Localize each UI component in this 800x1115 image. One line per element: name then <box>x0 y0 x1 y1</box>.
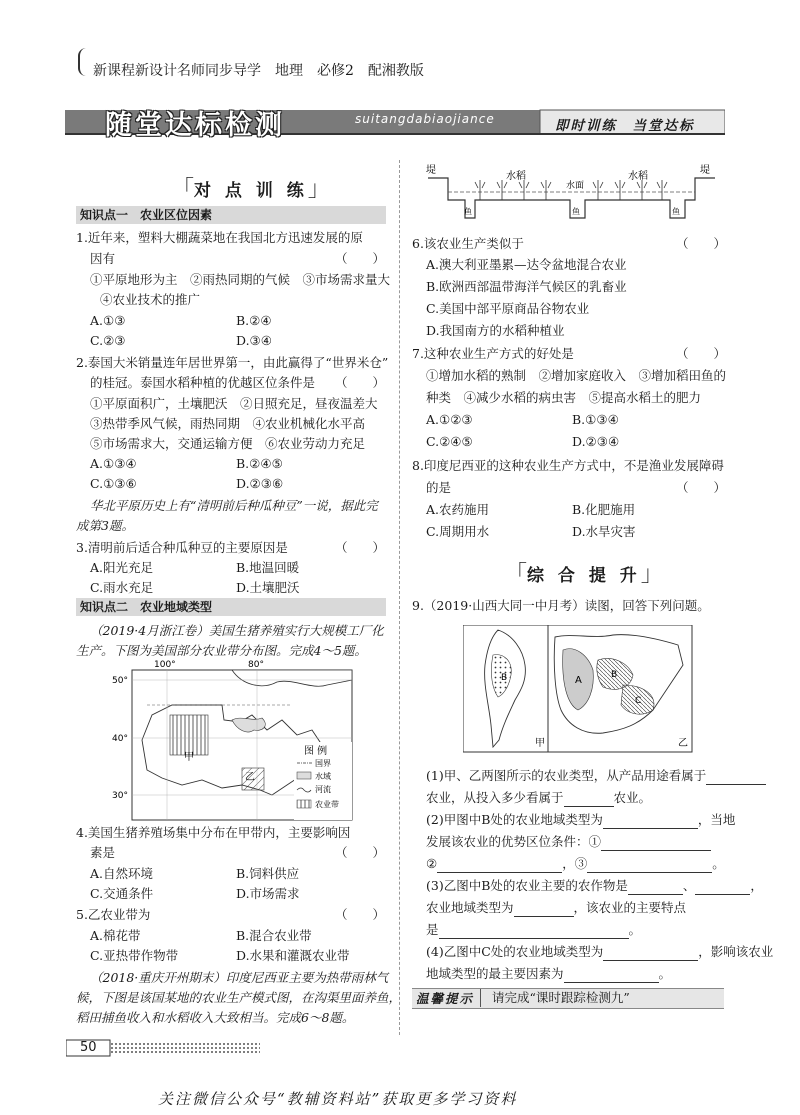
q9-blank-8[interactable] <box>695 880 750 895</box>
q7-line1: ①增加水稻的熟制 ②增加家庭收入 ③增加稻田鱼的 <box>426 368 727 383</box>
q1-option-b[interactable]: B.②④ <box>236 313 272 328</box>
q1-option-a[interactable]: A.①③ <box>90 313 126 328</box>
intro-q3-line1: 华北平原历史上有“清明前后种瓜种豆”一说，据此完 <box>90 498 378 513</box>
q7-option-d[interactable]: D.②③④ <box>572 434 620 449</box>
q9-part4-line1 <box>426 942 773 961</box>
q7-stem: 7.这种农业生产方式的好处是 <box>412 346 574 361</box>
map9-B: B <box>611 670 618 680</box>
legend-river: 河流 <box>315 785 331 794</box>
q2-option-c[interactable]: C.①③⑥ <box>90 476 137 491</box>
knowledge-point-1: 知识点一 农业区位因素 <box>76 206 386 224</box>
q8-option-d[interactable]: D.水旱灾害 <box>572 524 636 539</box>
q6-stem: 6.该农业生产类似于 <box>412 236 524 251</box>
q1-line4: ④农业技术的推广 <box>100 292 201 307</box>
q6-option-c[interactable]: C.美国中部平原商品谷物农业 <box>426 301 590 316</box>
intro-q3-line2: 成第3题。 <box>76 518 134 533</box>
q7-answer-paren[interactable]: （ ） <box>676 346 727 361</box>
diagram-fish-3: 鱼 <box>672 207 680 216</box>
q9-blank-9[interactable] <box>514 902 574 917</box>
q9-part1-line1 <box>426 766 766 785</box>
q9-blank-2[interactable] <box>564 792 614 807</box>
q9-blank-1[interactable] <box>706 770 766 785</box>
legend-agri-belt: 农业带 <box>315 800 339 809</box>
q9-part3-line2 <box>426 898 686 917</box>
intro-q45-line2: 生产。下图为美国部分农业带分布图。完成4～5题。 <box>76 643 367 658</box>
q2-option-a[interactable]: A.①③④ <box>90 456 137 471</box>
page-number: 50 <box>80 1040 97 1055</box>
q6-option-b[interactable]: B.欧洲西部温带海洋气候区的乳畜业 <box>426 279 627 294</box>
map-lon-80: 80° <box>248 660 264 670</box>
q9-part2-line1 <box>426 810 735 829</box>
q1-option-c[interactable]: C.②③ <box>90 333 126 348</box>
banner-title: 随堂达标检测 <box>105 110 285 141</box>
q1-line3: ①平原地形为主 ②雨热同期的气候 ③市场需求量大 <box>90 272 391 287</box>
q1-answer-paren[interactable]: （ ） <box>335 251 386 266</box>
column-divider <box>399 160 400 1035</box>
map-label-jia: 甲 <box>184 752 194 763</box>
q9-part2-text-a: (2)甲图中B处的农业地域类型为 <box>426 812 603 827</box>
q5-stem: 5.乙农业带为 <box>76 907 151 922</box>
warm-tip-label: 温馨提示 <box>416 989 481 1007</box>
q2-option-b[interactable]: B.②④⑤ <box>236 456 283 471</box>
legend-water: 水域 <box>315 772 331 781</box>
q9-part3-text-a: (3)乙图中B处的农业主要的农作物是 <box>426 878 628 893</box>
q5-option-b[interactable]: B.混合农业带 <box>236 928 312 943</box>
intro-q68-line2: 候，下图是该国某地的农业生产模式图，在沟渠里面养鱼， <box>76 990 402 1005</box>
q9-blank-12[interactable] <box>564 968 659 983</box>
intro-q45-line1: （2019·4月浙江卷）美国生猪养殖实行大规模工厂化 <box>90 623 384 638</box>
q3-stem: 3.清明前后适合种瓜种豆的主要原因是 <box>76 540 288 555</box>
section-title-zonghe: 「综 合 提 升」 <box>505 562 663 587</box>
q9-part4-text-c: 地域类型的最主要因素为 <box>426 966 564 981</box>
book-title: 新课程新设计名师同步导学 地理 必修2 配湘教版 <box>93 63 424 79</box>
q1-line1: 1.近年来，塑料大棚蔬菜地在我国北方迅速发展的原 <box>76 230 363 245</box>
map9-A: A <box>575 675 582 686</box>
q9-part1-text-a: (1)甲、乙两图所示的农业类型，从产品用途看属于 <box>426 768 707 783</box>
q9-part1-text-c: 农业。 <box>613 790 652 805</box>
q1-option-d[interactable]: D.③④ <box>236 333 272 348</box>
q9-blank-10[interactable] <box>439 924 629 939</box>
map-lon-100: 100° <box>154 660 176 670</box>
q2-option-d[interactable]: D.②③⑥ <box>236 476 284 491</box>
q2-line5: ⑤市场需求大，交通运输方便 ⑥农业劳动力充足 <box>90 436 366 451</box>
diagram-water: 水面 <box>566 181 585 191</box>
q7-option-a[interactable]: A.①②③ <box>426 412 473 427</box>
q9-maps <box>463 625 693 753</box>
q6-answer-paren[interactable]: （ ） <box>676 236 727 251</box>
q5-answer-paren[interactable]: （ ） <box>335 907 386 922</box>
q4-line1: 4.美国生猪养殖场集中分布在甲带内，主要影响因 <box>76 825 351 840</box>
q9-part1-text-b: 农业，从投入多少看属于 <box>426 790 564 805</box>
q7-option-c[interactable]: C.②④⑤ <box>426 434 473 449</box>
diagram-fish-1: 鱼 <box>464 207 472 216</box>
map9-jia: 甲 <box>535 738 545 749</box>
diagram-rice-2: 水稻 <box>628 171 648 182</box>
q8-option-c[interactable]: C.周期用水 <box>426 524 490 539</box>
usa-agriculture-map <box>112 660 362 830</box>
map-label-yi: 乙 <box>245 772 255 783</box>
legend-title: 图 例 <box>304 746 328 757</box>
q9-part3-text-d: 农业地域类型为 <box>426 900 514 915</box>
q9-part2-text-f: 。 <box>712 856 725 871</box>
q8-line1: 8.印度尼西亚的这种农业生产方式中，不是渔业发展障碍 <box>412 458 724 473</box>
q9-part4-text-b: ，影响该农业 <box>698 944 774 959</box>
q5-option-a[interactable]: A.棉花带 <box>90 928 141 943</box>
q9-blank-5[interactable] <box>437 858 562 873</box>
q3-option-c[interactable]: C.雨水充足 <box>90 580 154 595</box>
q4-line2: 素是 <box>90 845 116 860</box>
q2-line4: ③热带季风气候，雨热同期 ④农业机械化水平高 <box>90 416 366 431</box>
section-title-zonghe-text: 综 合 提 升 <box>527 566 641 586</box>
map9-yi: 乙 <box>678 738 688 749</box>
diagram-rice-1: 水稻 <box>506 171 526 182</box>
q9-stem: 9.（2019·山西大同一中月考）读图，回答下列问题。 <box>412 598 710 613</box>
section-title-text: 对 点 训 练 <box>194 181 308 201</box>
rice-fish-diagram <box>420 160 720 235</box>
q4-option-b[interactable]: B.饲料供应 <box>236 866 300 881</box>
q2-line1: 2.泰国大米销量连年居世界第一，由此赢得了“世界米仓” <box>76 355 389 370</box>
q2-line3: ①平原面积广，土壤肥沃 ②日照充足，昼夜温差大 <box>90 396 378 411</box>
q7-line2: 种类 ④减少水稻的病虫害 ⑤提高水稻土的肥力 <box>426 390 702 405</box>
q9-part3-text-f: 是 <box>426 922 439 937</box>
q9-part2-text-d: ② <box>426 856 438 871</box>
q9-part3-text-e: ，该农业的主要特点 <box>573 900 687 915</box>
banner-slogan: 即时训练 当堂达标 <box>555 118 695 134</box>
q9-blank-4[interactable] <box>601 836 711 851</box>
q4-option-a[interactable]: A.自然环境 <box>90 866 154 881</box>
q9-part4-text-d: 。 <box>658 966 672 981</box>
q8-line2: 的是 <box>426 480 452 495</box>
q9-blank-7[interactable] <box>628 880 683 895</box>
q9-part3-line1 <box>426 876 763 895</box>
q9-part2-line3 <box>426 854 725 873</box>
header-bracket <box>78 48 88 76</box>
map9-C: C <box>635 696 642 706</box>
q9-part2-text-b: ，当地 <box>697 812 736 827</box>
q9-part4-text-a: (4)乙图中C处的农业地域类型为 <box>426 944 604 959</box>
q6-option-d[interactable]: D.我国南方的水稻种植业 <box>426 323 565 338</box>
map9-B-jia: B <box>501 673 508 683</box>
q9-blank-3[interactable] <box>603 814 698 829</box>
q9-part1-line2 <box>426 788 651 807</box>
diagram-di-right: 堤 <box>700 165 710 176</box>
q5-option-c[interactable]: C.亚热带作物带 <box>90 948 179 963</box>
q3-option-b[interactable]: B.地温回暖 <box>236 560 300 575</box>
knowledge-point-2: 知识点二 农业地域类型 <box>76 598 386 616</box>
q8-option-a[interactable]: A.农药施用 <box>426 502 490 517</box>
diagram-fish-2: 鱼 <box>572 207 580 216</box>
warm-tip-text[interactable]: 请完成“课时跟踪检测九” <box>492 990 630 1005</box>
diagram-di-left: 堤 <box>426 165 436 176</box>
q3-option-d[interactable]: D.土壤肥沃 <box>236 580 300 595</box>
q2-line2: 的桂冠。泰国水稻种植的优越区位条件是 <box>90 375 316 390</box>
map-lat-50: 50° <box>112 676 128 686</box>
map-lat-40: 40° <box>112 734 128 744</box>
q9-part2-text-c: 发展该农业的优势区位条件：① <box>426 834 602 849</box>
q9-part3-line3 <box>426 920 641 939</box>
map-lat-30: 30° <box>112 791 128 801</box>
q7-option-b[interactable]: B.①③④ <box>572 412 619 427</box>
intro-q68-line1: （2018·重庆开州期末）印度尼西亚主要为热带雨林气 <box>90 970 389 985</box>
q9-part3-text-b: 、 <box>682 878 696 893</box>
q8-answer-paren[interactable]: （ ） <box>676 480 727 495</box>
q6-option-a[interactable]: A.澳大利亚墨累—达令盆地混合农业 <box>426 257 627 272</box>
q9-part3-text-g: 。 <box>628 922 642 937</box>
q3-answer-paren[interactable]: （ ） <box>335 540 386 555</box>
q8-option-b[interactable]: B.化肥施用 <box>572 502 636 517</box>
q4-option-c[interactable]: C.交通条件 <box>90 886 154 901</box>
q4-answer-paren[interactable]: （ ） <box>335 845 386 860</box>
q5-option-d[interactable]: D.水果和灌溉农业带 <box>236 948 350 963</box>
q9-blank-11[interactable] <box>603 946 698 961</box>
q2-answer-paren[interactable]: （ ） <box>335 375 386 390</box>
q4-option-d[interactable]: D.市场需求 <box>236 886 300 901</box>
footer-notice: 关注微信公众号“教辅资料站”获取更多学习资料 <box>158 1090 518 1108</box>
section-title-duidian: 「对 点 训 练」 <box>172 177 330 202</box>
q9-part2-text-e: ，③ <box>562 856 588 871</box>
intro-q68-line3: 稻田捕鱼收入和水稻收入大致相当。完成6～8题。 <box>76 1010 355 1025</box>
q1-line2: 因有 <box>90 251 116 266</box>
banner-pinyin: suitangdabiaojiance <box>355 112 495 126</box>
q9-part4-line2 <box>426 964 671 983</box>
q9-part2-line2 <box>426 832 711 851</box>
q3-option-a[interactable]: A.阳光充足 <box>90 560 154 575</box>
legend-border: 国界 <box>315 759 331 768</box>
q9-part3-text-c: ， <box>750 878 763 893</box>
q9-blank-6[interactable] <box>587 858 712 873</box>
